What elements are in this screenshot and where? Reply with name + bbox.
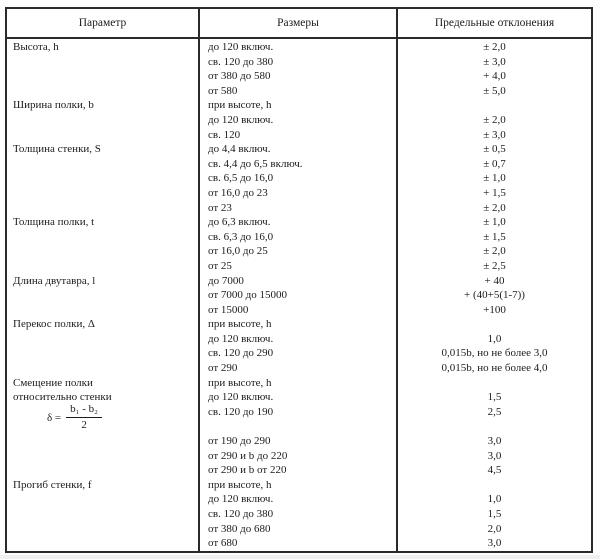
parameter-slot (7, 288, 198, 303)
size-cell: св. 120 до 190 (208, 405, 274, 418)
deviation-cell: + 40 (484, 274, 505, 287)
deviation-cell: ± 0,7 (483, 157, 506, 170)
deviation-cell (398, 98, 591, 113)
deviation-cell: 2,5 (487, 405, 502, 418)
parameter-label: Толщина стенки, S (13, 143, 101, 156)
deviation-cell: 1,5 (487, 508, 502, 520)
size-cell (200, 419, 396, 434)
size-cell: от 16,0 до 23 (208, 186, 268, 199)
parameter-slot (7, 84, 198, 99)
deviation-cell: ± 2,0 (483, 201, 506, 214)
size-cell: св. 120 (208, 128, 241, 141)
parameter-slot (7, 405, 198, 420)
parameter-slot (7, 259, 198, 274)
parameter-slot (7, 346, 198, 361)
size-cell: от 16,0 до 25 (208, 245, 268, 258)
parameter-slot (7, 186, 198, 201)
size-cell: св. 120 до 380 (208, 55, 274, 68)
deviation-cell: 1,0 (487, 493, 502, 506)
parameter-slot (7, 230, 198, 245)
parameter-slot (7, 419, 198, 434)
deviation-cell: 0,015b, но не более 4,0 (441, 362, 548, 375)
parameter-label: Длина двутавра, l (13, 274, 96, 287)
parameter-slot (7, 69, 198, 84)
deviation-cell (398, 478, 591, 493)
deviation-cell: 3,0 (487, 449, 502, 462)
size-cell: до 120 включ. (208, 493, 274, 506)
size-cell: от 290 и b от 220 (208, 464, 287, 477)
size-cell: от 190 до 290 (208, 435, 271, 448)
parameter-slot (7, 492, 198, 507)
size-cell: от 290 и b до 220 (208, 449, 288, 462)
deviation-cell: ± 2,0 (483, 113, 506, 126)
parameter-slot (7, 157, 198, 172)
size-cell: св. 6,5 до 16,0 (208, 172, 274, 185)
size-cell: при высоте, h (208, 376, 272, 389)
offset-formula (47, 403, 102, 432)
parameter-slot (7, 244, 198, 259)
deviation-cell (398, 376, 591, 391)
parameter-slot (7, 507, 198, 522)
parameter-slot (7, 201, 198, 216)
deviation-cell: ± 3,0 (483, 55, 506, 68)
header-parameter: Параметр (7, 9, 200, 37)
deviation-cell (398, 317, 591, 332)
deviation-cell: ± 1,5 (483, 230, 506, 243)
parameter-slot (7, 128, 198, 143)
size-cell: от 25 (208, 259, 232, 272)
parameter-label: Перекос полки, Δ (13, 318, 95, 331)
size-cell: до 120 включ. (208, 332, 274, 345)
parameter-slot (7, 522, 198, 537)
deviation-cell: ± 1,0 (483, 216, 506, 229)
size-cell: при высоте, h (208, 478, 272, 491)
size-cell: св. 120 до 380 (208, 508, 274, 520)
tolerance-table (5, 7, 593, 553)
size-cell: от 23 (208, 201, 232, 214)
column-parameter (7, 39, 200, 551)
formula-lhs: δ = (47, 411, 62, 424)
size-cell: св. 120 до 290 (208, 347, 274, 360)
size-cell: от 290 (208, 362, 238, 375)
parameter-slot (7, 303, 198, 318)
parameter-label: Ширина полки, b (13, 99, 94, 112)
deviation-cell: 1,5 (487, 391, 502, 404)
deviation-cell: ± 3,0 (483, 128, 506, 141)
deviation-cell: 2,0 (487, 522, 502, 535)
deviation-cell (398, 419, 591, 434)
parameter-label: Смещение полки (13, 376, 93, 389)
size-cell: при высоте, h (208, 99, 272, 112)
size-cell: от 380 до 580 (208, 70, 271, 83)
parameter-slot (7, 536, 198, 551)
size-cell: до 6,3 включ. (208, 216, 271, 229)
parameter-slot (7, 449, 198, 464)
deviation-cell: + 1,5 (483, 186, 506, 199)
size-cell: от 7000 до 15000 (208, 289, 288, 302)
size-cell: до 120 включ. (208, 41, 274, 53)
formula-numerator: b₁ - b₂ (66, 403, 102, 418)
deviation-cell: +100 (483, 303, 506, 316)
table-body (7, 39, 591, 551)
deviation-cell: 3,0 (487, 435, 502, 448)
deviation-cell: ± 2,0 (483, 41, 506, 53)
size-cell: св. 4,4 до 6,5 включ. (208, 157, 303, 170)
size-cell: от 580 (208, 84, 238, 97)
size-cell: от 380 до 680 (208, 522, 271, 535)
parameter-slot (7, 113, 198, 128)
size-cell: при высоте, h (208, 318, 272, 331)
formula-denominator: 2 (81, 419, 87, 431)
deviation-cell: ± 2,5 (483, 259, 506, 272)
deviation-cell: 0,015b, но не более 3,0 (441, 347, 548, 360)
size-cell: до 4,4 включ. (208, 143, 271, 156)
size-cell: до 7000 (208, 274, 244, 287)
size-cell: до 120 включ. (208, 391, 274, 404)
size-cell: от 15000 (208, 303, 249, 316)
size-cell: от 680 (208, 537, 238, 550)
column-sizes (200, 39, 398, 551)
parameter-slot (7, 332, 198, 347)
formula-fraction (66, 403, 102, 432)
parameter-label: Высота, h (13, 41, 59, 53)
header-deviations: Предельные отклонения (434, 17, 555, 29)
deviation-cell: + 4,0 (483, 70, 506, 83)
deviation-cell: 3,0 (487, 537, 502, 550)
deviation-cell: ± 0,5 (483, 143, 506, 156)
page-bottom-strip (0, 555, 600, 559)
parameter-slot (7, 55, 198, 70)
parameter-label: относительно стенки (13, 391, 112, 404)
table-header-row (7, 9, 591, 39)
deviation-cell: ± 1,0 (483, 172, 506, 185)
parameter-slot (7, 434, 198, 449)
parameter-slot (7, 463, 198, 478)
deviation-cell: 4,5 (487, 464, 502, 477)
size-cell: до 120 включ. (208, 113, 274, 126)
parameter-label: Прогиб стенки, f (13, 478, 92, 491)
size-cell: св. 6,3 до 16,0 (208, 230, 274, 243)
deviation-cell: ± 2,0 (483, 245, 506, 258)
parameter-label: Толщина полки, t (13, 216, 95, 229)
deviation-cell: ± 5,0 (483, 84, 506, 97)
parameter-slot (7, 361, 198, 376)
deviation-cell: 1,0 (487, 332, 502, 345)
parameter-slot (7, 171, 198, 186)
header-sizes: Размеры (200, 9, 398, 37)
deviation-cell: + (40+5(1-7)) (464, 289, 525, 302)
column-deviations (398, 39, 591, 551)
